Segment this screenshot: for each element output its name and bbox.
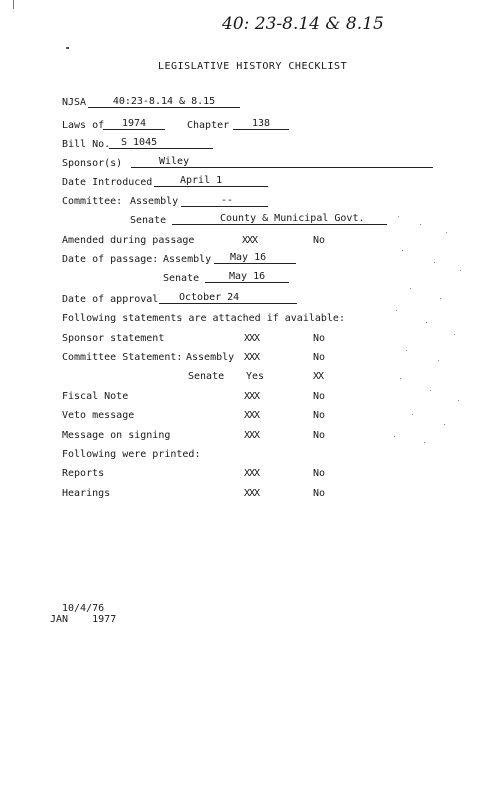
footer-date-2: JAN 1977 [50, 614, 117, 625]
veto-message-label: Veto message [62, 410, 135, 421]
sponsor-label: Sponsor(s) [62, 158, 123, 169]
page-title: LEGISLATIVE HISTORY CHECKLIST [158, 61, 348, 72]
sponsor-statement-yes-struck: XXX [244, 333, 260, 344]
reports-yes-struck: XXX [244, 468, 260, 479]
hearings-label: Hearings [62, 488, 111, 499]
sponsor-underline [131, 156, 433, 168]
message-signing-yes-struck: XXX [244, 430, 260, 441]
date-passage-assembly-value: May 16 [230, 252, 267, 263]
date-approval-underline [159, 292, 297, 304]
committee-statement-assembly-label: Assembly [186, 352, 235, 363]
committee-senate-label: Senate [130, 215, 167, 226]
hearings-yes-struck: XXX [244, 488, 260, 499]
amended-yes-struck: XXX [242, 235, 258, 246]
committee-assembly-underline [181, 195, 268, 207]
fiscal-note-yes-struck: XXX [244, 391, 260, 402]
veto-message-yes-struck: XXX [244, 410, 260, 421]
scan-mark [13, 0, 14, 9]
bill-underline [109, 137, 213, 149]
hearings-no: No [313, 488, 326, 499]
date-passage-senate-underline [205, 271, 289, 283]
committee-label: Committee: [62, 196, 123, 207]
bill-label: Bill No. [62, 139, 111, 150]
handwritten-reference: 40: 23-8.14 & 8.15 [222, 14, 384, 34]
date-introduced-label: Date Introduced [62, 177, 153, 188]
fiscal-note-no: No [313, 391, 326, 402]
committee-statement-assembly-yes-struck: XXX [244, 352, 260, 363]
scan-mark [66, 47, 69, 49]
laws-value: 1974 [103, 118, 165, 130]
date-introduced-underline [154, 175, 268, 187]
reports-label: Reports [62, 468, 105, 479]
njsa-value: 40:23-8.14 & 8.15 [88, 96, 240, 108]
committee-statement-label: Committee Statement: [62, 352, 183, 363]
sponsor-statement-no: No [313, 333, 326, 344]
date-approval-label: Date of approval [62, 294, 159, 305]
message-signing-no: No [313, 430, 326, 441]
date-passage-senate-label: Senate [163, 273, 200, 284]
amended-no: No [313, 235, 326, 246]
committee-statement-senate-label: Senate [188, 371, 225, 382]
footer-date-1: 10/4/76 [62, 603, 105, 614]
committee-assembly-value: -- [221, 195, 234, 206]
following-statements-heading: Following statements are attached if available: [62, 313, 345, 324]
laws-label: Laws of [62, 120, 105, 131]
committee-statement-assembly-no: No [313, 352, 326, 363]
date-passage-senate-value: May 16 [229, 271, 266, 282]
date-passage-assembly-label: Assembly [163, 254, 212, 265]
bill-value: S 1045 [121, 137, 158, 148]
njsa-label: NJSA [62, 97, 87, 108]
veto-message-no: No [313, 410, 326, 421]
sponsor-statement-label: Sponsor statement [62, 333, 165, 344]
scan-speckles [390, 210, 470, 450]
message-signing-label: Message on signing [62, 430, 171, 441]
date-passage-assembly-underline [214, 252, 296, 264]
following-printed-heading: Following were printed: [62, 449, 201, 460]
committee-statement-senate-no-struck: XX [313, 371, 324, 382]
fiscal-note-label: Fiscal Note [62, 391, 129, 402]
committee-statement-senate-yes: Yes [246, 371, 265, 382]
committee-senate-value: County & Municipal Govt. [220, 213, 365, 224]
committee-assembly-label: Assembly [130, 196, 179, 207]
amended-label: Amended during passage [62, 235, 195, 246]
chapter-label: Chapter [187, 120, 230, 131]
date-approval-value: October 24 [179, 292, 240, 303]
sponsor-value: Wiley [159, 156, 190, 167]
date-introduced-value: April 1 [180, 175, 223, 186]
committee-senate-underline [172, 213, 387, 225]
date-passage-label: Date of passage: [62, 254, 159, 265]
chapter-value: 138 [233, 118, 289, 130]
reports-no: No [313, 468, 326, 479]
